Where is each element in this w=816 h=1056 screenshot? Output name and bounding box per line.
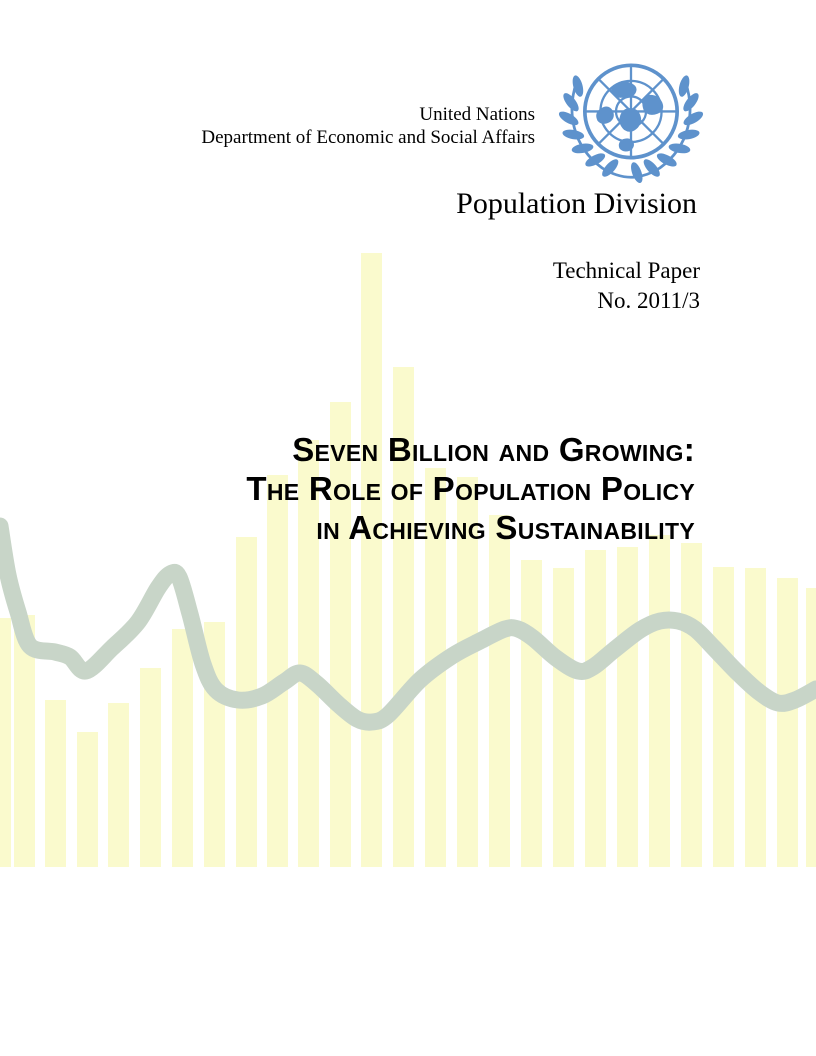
org-name: United Nations	[419, 104, 535, 125]
un-emblem-logo	[556, 63, 706, 183]
title-line-3: in Achieving Sustainability	[316, 509, 695, 546]
division-name: Population Division	[456, 187, 697, 220]
document-title	[246, 430, 695, 547]
title-line-1: Seven Billion and Growing:	[292, 431, 695, 468]
paper-info	[553, 256, 700, 316]
un-emblem-icon	[556, 63, 706, 183]
olive-branch-right	[629, 74, 705, 183]
org-department: Department of Economic and Social Affairs	[201, 127, 535, 148]
org-header	[201, 103, 535, 149]
trend-line-path	[0, 526, 816, 722]
paper-number: No. 2011/3	[597, 288, 700, 313]
title-line-2: The Role of Population Policy	[246, 470, 695, 507]
paper-type: Technical Paper	[552, 258, 700, 283]
